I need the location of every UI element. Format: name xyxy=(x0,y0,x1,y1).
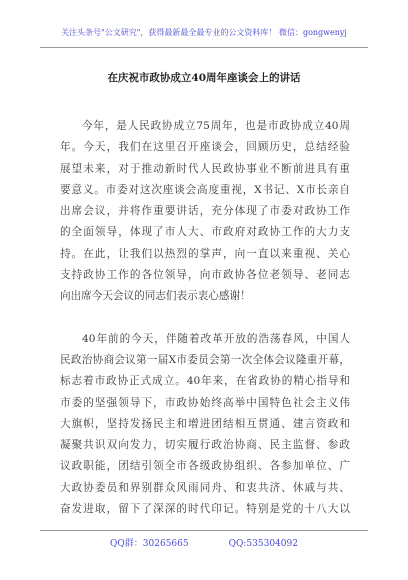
header-divider xyxy=(40,47,368,48)
footer-divider xyxy=(40,530,368,531)
paragraph-1 xyxy=(60,116,350,308)
paragraph-2 xyxy=(60,329,350,521)
body-line: 奋发进取，留下了深深的时代印记。特别是党的十八大以 xyxy=(60,503,350,516)
body-line: 大旗帜，坚持发扬民主和增进团结相互贯通、建言资政和 xyxy=(60,417,350,430)
body-line: 大政协委员和界别群众风雨同舟、和衷共济、休戚与共、 xyxy=(60,481,350,494)
body-line: 年。今天，我们在这里召开座谈会，回顾历史，总结经验 xyxy=(60,141,350,154)
body-line: 标志着市政协正式成立。40年来，在省政协的精心指导和 xyxy=(60,375,350,388)
body-line: 展望未来，对于推动新时代人民政协事业不断前进具有重 xyxy=(60,162,350,175)
body-line: 向出席今天会议的同志们表示衷心感谢！ xyxy=(60,290,251,303)
document-title: 在庆祝市政协成立40周年座谈会上的讲话 xyxy=(107,72,301,84)
body-line: 要意义。市委对这次座谈会高度重视，X书记、X市长亲自 xyxy=(60,183,350,196)
paragraph-gap xyxy=(60,308,350,329)
body-line: 议政职能，团结引领全市各级政协组织、各参加单位、广 xyxy=(60,460,350,473)
header-promo-note: 关注头条号"公文研究"，获得最新最全最专业的公文资料库！ 微信：gongwenyj xyxy=(61,28,347,37)
body-line: 民政治协商会议第一届X市委员会第一次全体会议隆重开幕， xyxy=(60,353,350,366)
body-line: 市委的坚强领导下，市政协始终高举中国特色社会主义伟 xyxy=(60,396,350,409)
body-line: 的全面领导，体现了市人大、市政府对政协工作的大力支 xyxy=(60,226,350,239)
body-line: 持。在此，让我们以热烈的掌声，向一直以来重视、关心 xyxy=(60,247,350,260)
footer-qq-number: QQ:535304092 xyxy=(228,539,298,549)
body-line: 今年，是人民政协成立75周年，也是市政协成立40周 xyxy=(82,120,350,132)
body-line: 支持政协工作的各位领导，向市政协各位老领导、老同志 xyxy=(60,269,350,282)
body-line: 出席会议，并将作重要讲话，充分体现了市委对政协工作 xyxy=(60,205,350,218)
footer-contact xyxy=(0,536,408,549)
footer-qq-group: QQ群：30265665 xyxy=(110,539,189,549)
body-line: 40年前的今天，伴随着改革开放的浩荡春风，中国人 xyxy=(82,332,350,345)
document-body xyxy=(60,116,350,520)
body-line: 凝聚共识双向发力，切实履行政治协商、民主监督、参政 xyxy=(60,439,350,452)
